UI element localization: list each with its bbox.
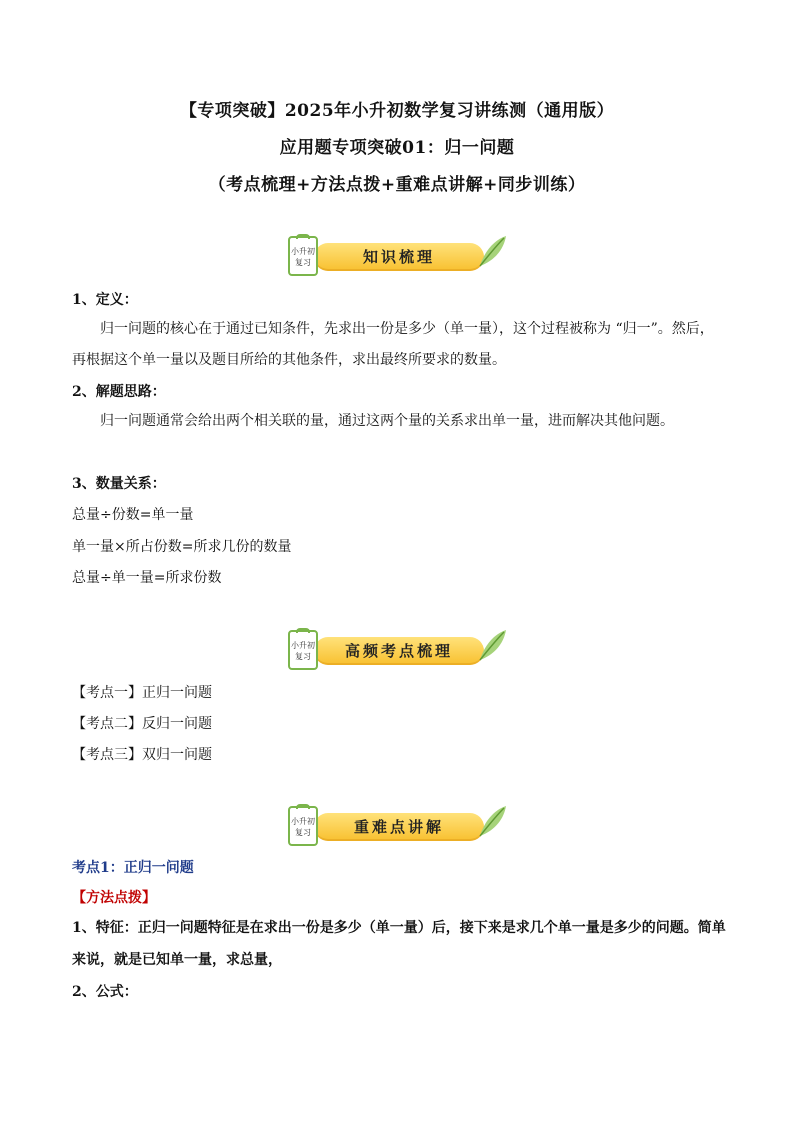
- doc-scope: （考点梳理+方法点拨+重难点讲解+同步训练）: [208, 175, 586, 195]
- leaf-icon: [474, 626, 510, 666]
- relation-line: 单一量×所占份数=所求几份的数量: [72, 539, 292, 555]
- banner-title: 重难点讲解: [353, 818, 444, 836]
- definition-body: 归一问题的核心在于通过已知条件，先求出一份是多少（单一量），这个过程被称为 “归一”。然后，再根据这个单一量以及题目所给的其他条件，求出最终所要求的数量。: [72, 321, 714, 368]
- doc-title: 【专项突破】2025年小升初数学复习讲练测（通用版）: [179, 101, 615, 121]
- key-point-item: 【考点一】正归一问题: [72, 685, 212, 701]
- review-badge-icon: 小升初 复习: [288, 630, 318, 670]
- method-title: 【方法点拨】: [72, 890, 156, 906]
- relation-line: 总量÷单一量=所求份数: [72, 570, 222, 586]
- key-point-item: 【考点二】反归一问题: [72, 716, 212, 732]
- leaf-icon: [474, 232, 510, 272]
- review-badge-icon: 小升初 复习: [288, 236, 318, 276]
- definition-heading: 1、定义：: [72, 292, 138, 308]
- approach-body: 归一问题通常会给出两个相关联的量，通过这两个量的关系求出单一量，进而解决其他问题。: [100, 413, 674, 429]
- section-banner-key-points: [288, 630, 510, 672]
- banner-title: 知识梳理: [362, 248, 435, 266]
- relation-heading: 3、数量关系：: [72, 476, 166, 492]
- review-badge-icon: 小升初 复习: [288, 806, 318, 846]
- relation-line: 总量÷份数=单一量: [72, 507, 194, 523]
- leaf-icon: [474, 802, 510, 842]
- banner-title: 高频考点梳理: [344, 642, 453, 660]
- doc-subtitle: 应用题专项突破01：归一问题: [279, 138, 515, 158]
- key-point-title: 考点1：正归一问题: [72, 860, 194, 876]
- feature-paragraph: 1、特征：正归一问题特征是在求出一份是多少（单一量）后，接下来是求几个单一量是多少的问题。简单来说，就是已知单一量，求总量，: [72, 920, 726, 968]
- section-banner-knowledge: [288, 236, 510, 278]
- formula-heading: 2、公式：: [72, 984, 138, 1000]
- key-point-item: 【考点三】双归一问题: [72, 747, 212, 763]
- approach-heading: 2、解题思路：: [72, 384, 166, 400]
- section-banner-difficult-points: [288, 806, 510, 848]
